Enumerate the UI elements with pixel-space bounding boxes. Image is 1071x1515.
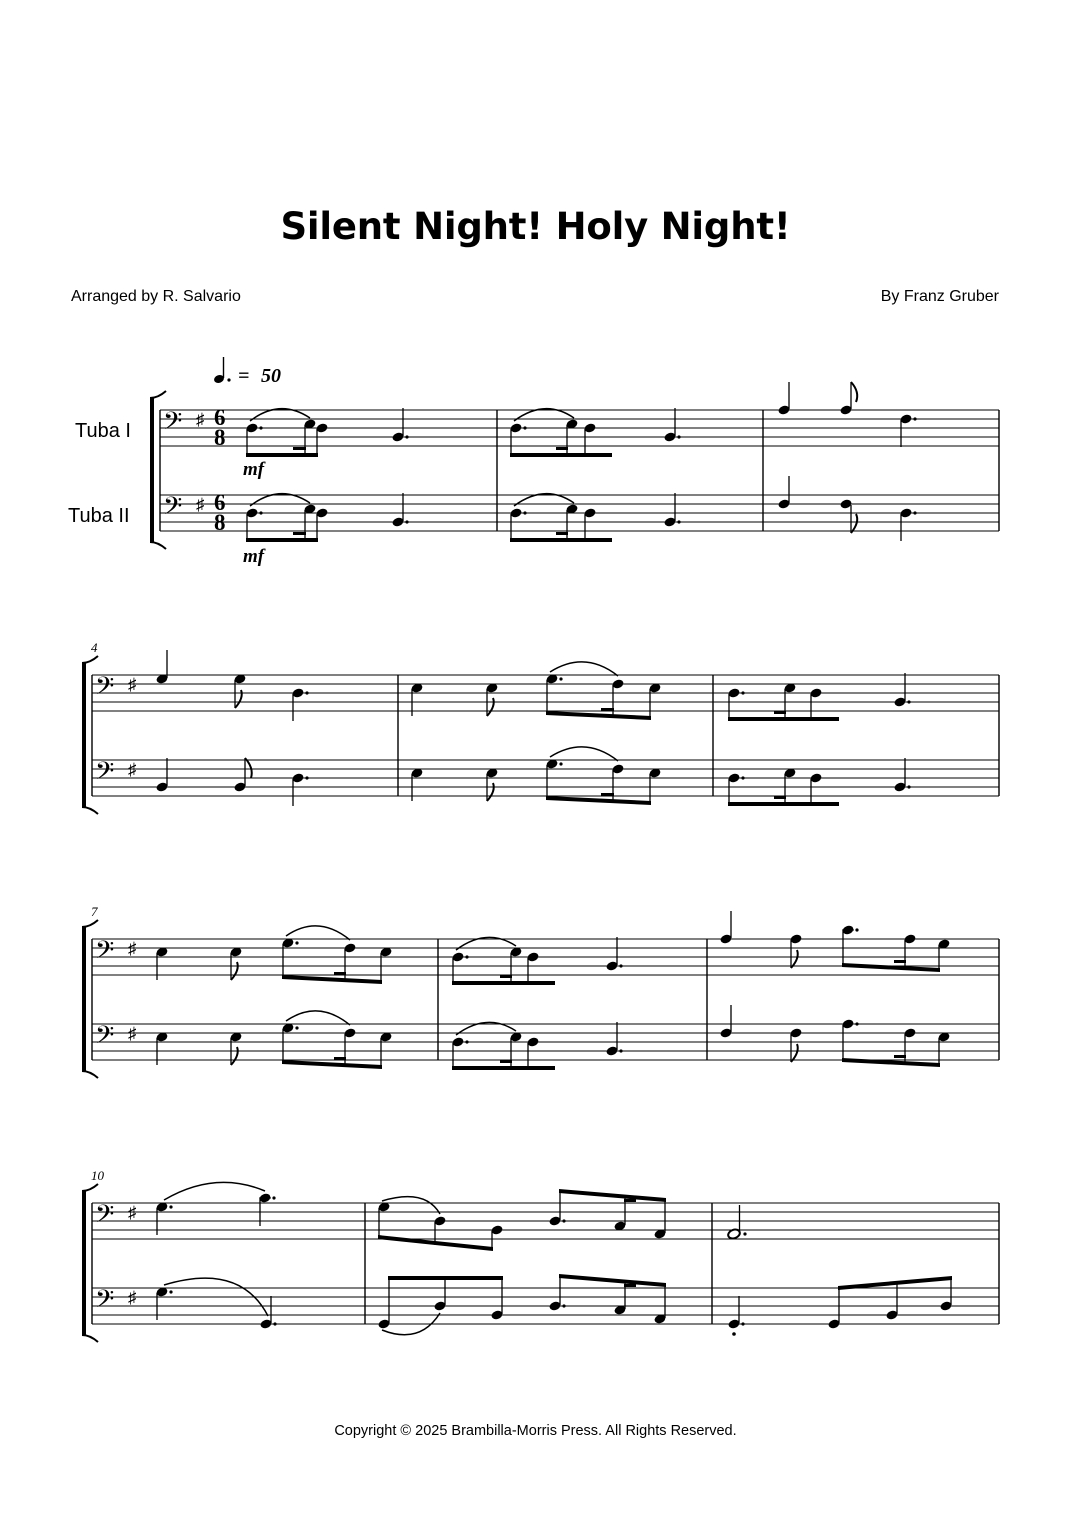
bass-clef-icon: 𝄢 <box>163 407 183 442</box>
measures-4-6-tuba-1 <box>155 650 910 721</box>
measure-number: 10 <box>91 1168 104 1183</box>
sharp-icon: ♯ <box>128 1024 137 1043</box>
bass-clef-icon: 𝄢 <box>95 672 115 707</box>
measure-2-tuba-1 <box>509 408 680 457</box>
composer-credit: By Franz Gruber <box>880 288 999 305</box>
sharp-icon: ♯ <box>128 1288 137 1307</box>
time-sig-denominator: 8 <box>214 425 226 450</box>
system-3 <box>82 904 999 1078</box>
time-sig-numerator: 6 <box>214 405 226 430</box>
system-2 <box>82 640 999 814</box>
part-name-tuba-1: Tuba I <box>75 420 131 442</box>
bass-clef-icon: 𝄢 <box>163 492 183 527</box>
bass-clef-icon: 𝄢 <box>95 757 115 792</box>
measures-10-12-tuba-2 <box>155 1274 952 1336</box>
sharp-icon: ♯ <box>128 939 137 958</box>
measures-4-6-tuba-2 <box>155 747 910 806</box>
tempo-equals: = <box>238 365 250 387</box>
measure-1-tuba-2 <box>245 493 408 542</box>
measure-2-tuba-2 <box>509 493 680 542</box>
measure-number: 4 <box>91 640 98 655</box>
page-title: Silent Night! Holy Night! <box>280 205 791 248</box>
bass-clef-icon: 𝄢 <box>95 1200 115 1235</box>
bass-clef-icon: 𝄢 <box>95 1021 115 1056</box>
tempo-value: 50 <box>261 365 281 387</box>
time-sig-numerator: 6 <box>214 490 226 515</box>
part-name-tuba-2: Tuba II <box>68 505 130 527</box>
sharp-icon: ♯ <box>128 760 137 779</box>
measures-10-12-tuba-1 <box>155 1182 746 1251</box>
tempo-marking <box>213 357 281 387</box>
dynamic-mf: mf <box>243 459 265 480</box>
time-sig-denominator: 8 <box>214 510 226 535</box>
dynamic-mf: mf <box>243 546 265 567</box>
arranger-credit: Arranged by R. Salvario <box>71 288 241 305</box>
system-1 <box>68 357 999 567</box>
system-4 <box>82 1168 999 1342</box>
sharp-icon: ♯ <box>128 675 137 694</box>
sharp-icon: ♯ <box>196 410 205 429</box>
bass-clef-icon: 𝄢 <box>95 1285 115 1320</box>
measure-1-tuba-1 <box>245 408 408 457</box>
measure-number: 7 <box>91 904 98 919</box>
copyright-notice: Copyright © 2025 Brambilla-Morris Press. All Rights Reserved. <box>334 1423 737 1439</box>
bass-clef-icon: 𝄢 <box>95 936 115 971</box>
sharp-icon: ♯ <box>128 1203 137 1222</box>
sharp-icon: ♯ <box>196 495 205 514</box>
